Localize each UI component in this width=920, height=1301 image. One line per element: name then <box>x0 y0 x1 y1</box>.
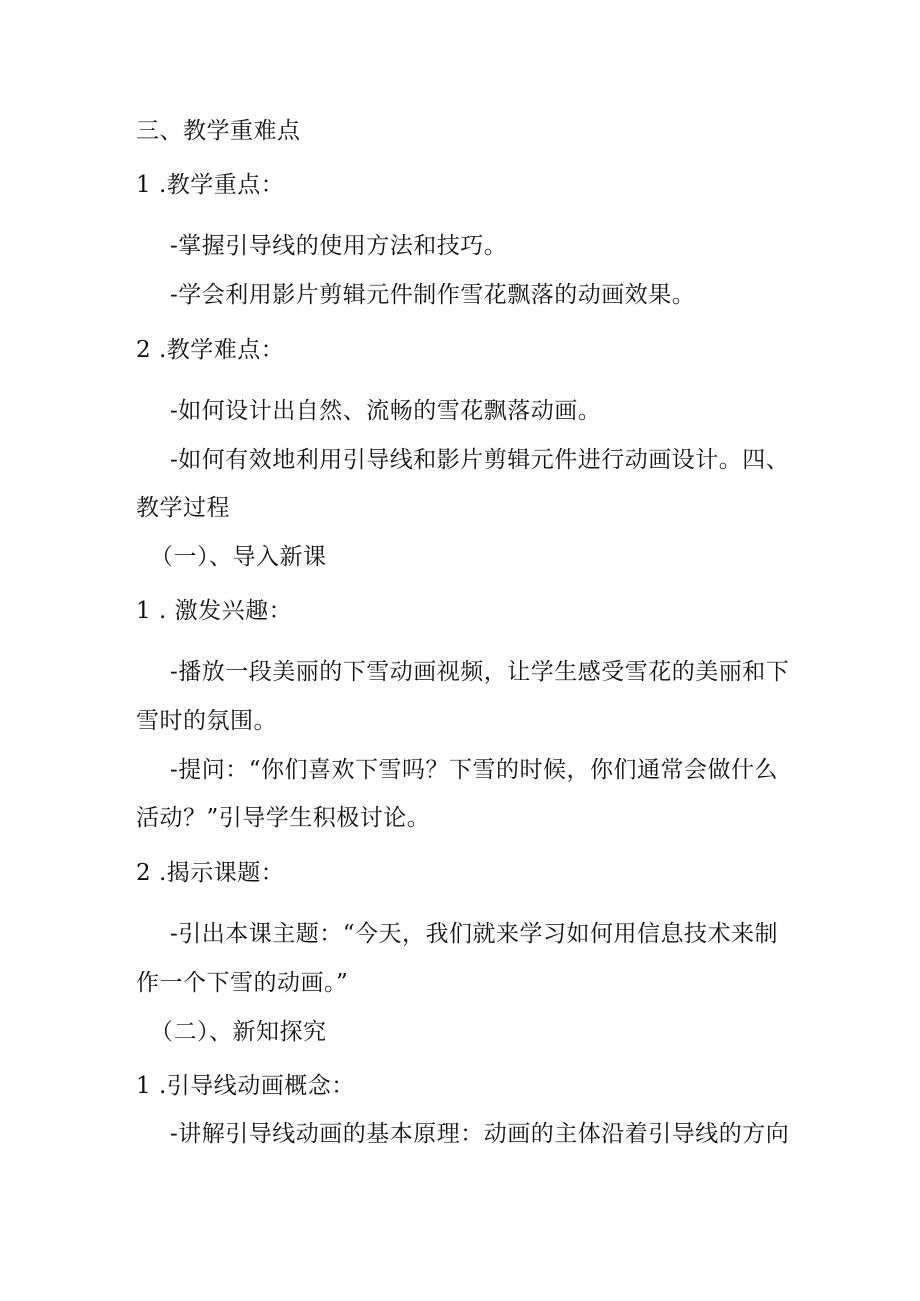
interest-line: 雪时的氛围。 <box>136 708 277 734</box>
topic-heading: 2 .揭示课题： <box>136 860 285 886</box>
key-point-item: -学会利用影片剪辑元件制作雪花飘落的动画效果。 <box>170 282 696 308</box>
interest-line: -播放一段美丽的下雪动画视频，让学生感受雪花的美丽和下 <box>170 659 790 685</box>
interest-line: 活动？”引导学生积极讨论。 <box>136 805 431 831</box>
difficult-point-item-continuation: 教学过程 <box>136 495 230 521</box>
interest-heading: 1 . 激发兴趣： <box>136 598 293 624</box>
section-heading: 三、教学重难点 <box>136 118 301 144</box>
key-point-item: -掌握引导线的使用方法和技巧。 <box>170 233 508 259</box>
interest-line: -提问：“你们喜欢下雪吗？下雪的时候，你们通常会做什么 <box>170 757 779 783</box>
difficult-points-heading: 2 .教学难点： <box>136 337 285 363</box>
difficult-point-item: -如何设计出自然、流畅的雪花飘落动画。 <box>170 398 602 424</box>
difficult-point-item: -如何有效地利用引导线和影片剪辑元件进行动画设计。四、 <box>170 447 790 473</box>
part-one-heading: （一）、导入新课 <box>150 544 327 570</box>
topic-line: -引出本课主题：“今天，我们就来学习如何用信息技术来制 <box>170 921 779 947</box>
part-two-heading: （二）、新知探究 <box>150 1019 327 1045</box>
concept-line: -讲解引导线动画的基本原理：动画的主体沿着引导线的方向 <box>170 1121 790 1147</box>
concept-heading: 1 .引导线动画概念： <box>136 1073 355 1099</box>
key-points-heading: 1 .教学重点： <box>136 172 285 198</box>
topic-line: 作一个下雪的动画。” <box>136 970 349 996</box>
